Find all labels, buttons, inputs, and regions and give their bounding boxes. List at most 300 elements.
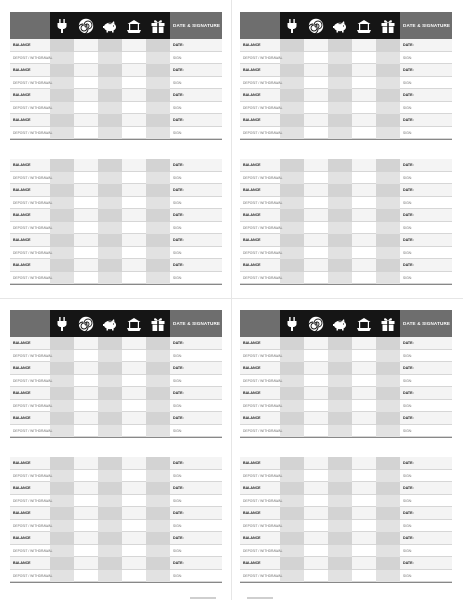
entry-cell[interactable]: [146, 234, 170, 247]
entry-cell[interactable]: [146, 362, 170, 375]
entry-cell[interactable]: [74, 89, 98, 102]
entry-cell[interactable]: [376, 545, 400, 558]
entry-cell[interactable]: [50, 387, 74, 400]
entry-cell[interactable]: [146, 159, 170, 172]
entry-cell[interactable]: [74, 247, 98, 260]
date-label[interactable]: DATE:: [403, 68, 414, 72]
sign-label[interactable]: SIGN:: [173, 130, 182, 135]
entry-cell[interactable]: [280, 557, 304, 570]
entry-cell[interactable]: [376, 412, 400, 425]
entry-cell[interactable]: [122, 247, 146, 260]
date-label[interactable]: DATE:: [173, 93, 184, 97]
entry-cell[interactable]: [50, 570, 74, 583]
date-label[interactable]: DATE:: [403, 486, 414, 490]
entry-cell[interactable]: [328, 520, 352, 533]
entry-cell[interactable]: [122, 532, 146, 545]
entry-cell[interactable]: [304, 272, 328, 285]
sign-label[interactable]: SIGN:: [403, 403, 412, 408]
date-label[interactable]: DATE:: [173, 163, 184, 167]
entry-cell[interactable]: [280, 89, 304, 102]
entry-cell[interactable]: [98, 77, 122, 90]
entry-cell[interactable]: [352, 387, 376, 400]
entry-cell[interactable]: [304, 507, 328, 520]
entry-cell[interactable]: [328, 557, 352, 570]
entry-cell[interactable]: [146, 457, 170, 470]
sign-label[interactable]: SIGN:: [173, 80, 182, 85]
entry-cell[interactable]: [146, 102, 170, 115]
date-label[interactable]: DATE:: [403, 163, 414, 167]
entry-cell[interactable]: [280, 52, 304, 65]
entry-cell[interactable]: [304, 425, 328, 438]
entry-cell[interactable]: [304, 39, 328, 52]
entry-cell[interactable]: [98, 184, 122, 197]
entry-cell[interactable]: [50, 247, 74, 260]
entry-cell[interactable]: [74, 64, 98, 77]
entry-cell[interactable]: [50, 495, 74, 508]
entry-cell[interactable]: [328, 272, 352, 285]
entry-cell[interactable]: [304, 387, 328, 400]
sign-label[interactable]: SIGN:: [173, 175, 182, 180]
entry-cell[interactable]: [146, 375, 170, 388]
entry-cell[interactable]: [376, 77, 400, 90]
entry-cell[interactable]: [146, 184, 170, 197]
entry-cell[interactable]: [376, 89, 400, 102]
entry-cell[interactable]: [376, 375, 400, 388]
date-label[interactable]: DATE:: [173, 536, 184, 540]
entry-cell[interactable]: [376, 102, 400, 115]
date-label[interactable]: DATE:: [173, 416, 184, 420]
entry-cell[interactable]: [122, 114, 146, 127]
entry-cell[interactable]: [328, 470, 352, 483]
entry-cell[interactable]: [376, 159, 400, 172]
entry-cell[interactable]: [352, 545, 376, 558]
sign-label[interactable]: SIGN:: [403, 548, 412, 553]
entry-cell[interactable]: [328, 495, 352, 508]
entry-cell[interactable]: [74, 350, 98, 363]
entry-cell[interactable]: [280, 400, 304, 413]
date-label[interactable]: DATE:: [403, 213, 414, 217]
entry-cell[interactable]: [328, 387, 352, 400]
entry-cell[interactable]: [376, 64, 400, 77]
entry-cell[interactable]: [122, 172, 146, 185]
entry-cell[interactable]: [280, 247, 304, 260]
entry-cell[interactable]: [352, 64, 376, 77]
date-label[interactable]: DATE:: [173, 511, 184, 515]
entry-cell[interactable]: [304, 127, 328, 140]
sign-label[interactable]: SIGN:: [403, 378, 412, 383]
entry-cell[interactable]: [304, 77, 328, 90]
entry-cell[interactable]: [352, 400, 376, 413]
date-label[interactable]: DATE:: [403, 188, 414, 192]
entry-cell[interactable]: [280, 362, 304, 375]
entry-cell[interactable]: [50, 184, 74, 197]
sign-label[interactable]: SIGN:: [173, 428, 182, 433]
entry-cell[interactable]: [328, 222, 352, 235]
sign-label[interactable]: SIGN:: [403, 523, 412, 528]
entry-cell[interactable]: [74, 532, 98, 545]
entry-cell[interactable]: [304, 159, 328, 172]
entry-cell[interactable]: [122, 545, 146, 558]
entry-cell[interactable]: [74, 570, 98, 583]
sign-label[interactable]: SIGN:: [173, 548, 182, 553]
entry-cell[interactable]: [280, 184, 304, 197]
entry-cell[interactable]: [98, 89, 122, 102]
entry-cell[interactable]: [304, 375, 328, 388]
sign-label[interactable]: SIGN:: [403, 130, 412, 135]
entry-cell[interactable]: [146, 412, 170, 425]
date-label[interactable]: DATE:: [173, 43, 184, 47]
entry-cell[interactable]: [74, 77, 98, 90]
sign-label[interactable]: SIGN:: [173, 225, 182, 230]
entry-cell[interactable]: [98, 557, 122, 570]
entry-cell[interactable]: [122, 362, 146, 375]
entry-cell[interactable]: [328, 362, 352, 375]
sign-label[interactable]: SIGN:: [173, 250, 182, 255]
entry-cell[interactable]: [280, 375, 304, 388]
entry-cell[interactable]: [376, 387, 400, 400]
entry-cell[interactable]: [280, 234, 304, 247]
entry-cell[interactable]: [280, 412, 304, 425]
entry-cell[interactable]: [98, 259, 122, 272]
entry-cell[interactable]: [50, 222, 74, 235]
entry-cell[interactable]: [50, 89, 74, 102]
entry-cell[interactable]: [98, 52, 122, 65]
entry-cell[interactable]: [352, 520, 376, 533]
date-label[interactable]: DATE:: [173, 68, 184, 72]
entry-cell[interactable]: [122, 482, 146, 495]
entry-cell[interactable]: [122, 77, 146, 90]
entry-cell[interactable]: [352, 375, 376, 388]
entry-cell[interactable]: [328, 457, 352, 470]
entry-cell[interactable]: [328, 89, 352, 102]
entry-cell[interactable]: [122, 272, 146, 285]
entry-cell[interactable]: [146, 259, 170, 272]
entry-cell[interactable]: [328, 532, 352, 545]
entry-cell[interactable]: [50, 337, 74, 350]
entry-cell[interactable]: [304, 495, 328, 508]
entry-cell[interactable]: [304, 52, 328, 65]
entry-cell[interactable]: [352, 337, 376, 350]
entry-cell[interactable]: [304, 545, 328, 558]
entry-cell[interactable]: [280, 114, 304, 127]
entry-cell[interactable]: [352, 89, 376, 102]
entry-cell[interactable]: [50, 209, 74, 222]
entry-cell[interactable]: [352, 172, 376, 185]
entry-cell[interactable]: [328, 412, 352, 425]
entry-cell[interactable]: [50, 557, 74, 570]
entry-cell[interactable]: [122, 425, 146, 438]
entry-cell[interactable]: [74, 545, 98, 558]
date-label[interactable]: DATE:: [403, 238, 414, 242]
entry-cell[interactable]: [98, 197, 122, 210]
entry-cell[interactable]: [146, 127, 170, 140]
entry-cell[interactable]: [304, 470, 328, 483]
date-label[interactable]: DATE:: [173, 391, 184, 395]
entry-cell[interactable]: [98, 362, 122, 375]
entry-cell[interactable]: [328, 184, 352, 197]
entry-cell[interactable]: [74, 222, 98, 235]
entry-cell[interactable]: [50, 259, 74, 272]
entry-cell[interactable]: [122, 337, 146, 350]
entry-cell[interactable]: [352, 77, 376, 90]
entry-cell[interactable]: [50, 272, 74, 285]
entry-cell[interactable]: [98, 272, 122, 285]
entry-cell[interactable]: [122, 127, 146, 140]
date-label[interactable]: DATE:: [173, 341, 184, 345]
entry-cell[interactable]: [376, 209, 400, 222]
entry-cell[interactable]: [50, 197, 74, 210]
entry-cell[interactable]: [74, 425, 98, 438]
entry-cell[interactable]: [98, 114, 122, 127]
entry-cell[interactable]: [352, 247, 376, 260]
entry-cell[interactable]: [304, 362, 328, 375]
sign-label[interactable]: SIGN:: [403, 250, 412, 255]
entry-cell[interactable]: [98, 102, 122, 115]
sign-label[interactable]: SIGN:: [403, 225, 412, 230]
entry-cell[interactable]: [146, 52, 170, 65]
date-label[interactable]: DATE:: [173, 561, 184, 565]
entry-cell[interactable]: [280, 350, 304, 363]
entry-cell[interactable]: [304, 89, 328, 102]
entry-cell[interactable]: [146, 39, 170, 52]
sign-label[interactable]: SIGN:: [173, 105, 182, 110]
entry-cell[interactable]: [304, 482, 328, 495]
entry-cell[interactable]: [304, 520, 328, 533]
entry-cell[interactable]: [50, 375, 74, 388]
entry-cell[interactable]: [304, 259, 328, 272]
sign-label[interactable]: SIGN:: [403, 428, 412, 433]
entry-cell[interactable]: [304, 197, 328, 210]
entry-cell[interactable]: [122, 557, 146, 570]
entry-cell[interactable]: [376, 222, 400, 235]
entry-cell[interactable]: [146, 570, 170, 583]
entry-cell[interactable]: [98, 172, 122, 185]
entry-cell[interactable]: [352, 159, 376, 172]
entry-cell[interactable]: [74, 159, 98, 172]
entry-cell[interactable]: [50, 507, 74, 520]
entry-cell[interactable]: [74, 337, 98, 350]
entry-cell[interactable]: [328, 102, 352, 115]
date-label[interactable]: DATE:: [173, 238, 184, 242]
entry-cell[interactable]: [98, 350, 122, 363]
entry-cell[interactable]: [376, 362, 400, 375]
entry-cell[interactable]: [376, 425, 400, 438]
entry-cell[interactable]: [98, 520, 122, 533]
entry-cell[interactable]: [280, 127, 304, 140]
entry-cell[interactable]: [376, 557, 400, 570]
entry-cell[interactable]: [304, 222, 328, 235]
entry-cell[interactable]: [280, 209, 304, 222]
entry-cell[interactable]: [50, 520, 74, 533]
entry-cell[interactable]: [280, 495, 304, 508]
entry-cell[interactable]: [280, 172, 304, 185]
entry-cell[interactable]: [122, 507, 146, 520]
entry-cell[interactable]: [304, 532, 328, 545]
entry-cell[interactable]: [98, 387, 122, 400]
entry-cell[interactable]: [304, 209, 328, 222]
entry-cell[interactable]: [146, 77, 170, 90]
entry-cell[interactable]: [304, 172, 328, 185]
entry-cell[interactable]: [50, 532, 74, 545]
entry-cell[interactable]: [74, 495, 98, 508]
entry-cell[interactable]: [146, 89, 170, 102]
entry-cell[interactable]: [122, 259, 146, 272]
entry-cell[interactable]: [280, 64, 304, 77]
entry-cell[interactable]: [328, 350, 352, 363]
date-label[interactable]: DATE:: [173, 188, 184, 192]
date-label[interactable]: DATE:: [403, 366, 414, 370]
entry-cell[interactable]: [352, 570, 376, 583]
sign-label[interactable]: SIGN:: [173, 523, 182, 528]
entry-cell[interactable]: [352, 412, 376, 425]
date-label[interactable]: DATE:: [173, 263, 184, 267]
entry-cell[interactable]: [50, 159, 74, 172]
sign-label[interactable]: SIGN:: [403, 80, 412, 85]
entry-cell[interactable]: [50, 545, 74, 558]
entry-cell[interactable]: [74, 375, 98, 388]
entry-cell[interactable]: [376, 172, 400, 185]
entry-cell[interactable]: [74, 400, 98, 413]
entry-cell[interactable]: [146, 197, 170, 210]
entry-cell[interactable]: [328, 172, 352, 185]
entry-cell[interactable]: [328, 570, 352, 583]
entry-cell[interactable]: [328, 375, 352, 388]
entry-cell[interactable]: [352, 482, 376, 495]
entry-cell[interactable]: [328, 127, 352, 140]
entry-cell[interactable]: [74, 39, 98, 52]
entry-cell[interactable]: [74, 234, 98, 247]
entry-cell[interactable]: [50, 172, 74, 185]
entry-cell[interactable]: [122, 470, 146, 483]
entry-cell[interactable]: [146, 337, 170, 350]
sign-label[interactable]: SIGN:: [403, 175, 412, 180]
entry-cell[interactable]: [74, 387, 98, 400]
sign-label[interactable]: SIGN:: [173, 498, 182, 503]
sign-label[interactable]: SIGN:: [173, 275, 182, 280]
entry-cell[interactable]: [304, 350, 328, 363]
entry-cell[interactable]: [352, 557, 376, 570]
sign-label[interactable]: SIGN:: [173, 55, 182, 60]
sign-label[interactable]: SIGN:: [403, 573, 412, 578]
entry-cell[interactable]: [74, 52, 98, 65]
entry-cell[interactable]: [122, 222, 146, 235]
entry-cell[interactable]: [122, 375, 146, 388]
entry-cell[interactable]: [376, 184, 400, 197]
entry-cell[interactable]: [146, 532, 170, 545]
entry-cell[interactable]: [280, 197, 304, 210]
entry-cell[interactable]: [74, 102, 98, 115]
entry-cell[interactable]: [280, 39, 304, 52]
sign-label[interactable]: SIGN:: [403, 275, 412, 280]
entry-cell[interactable]: [74, 457, 98, 470]
entry-cell[interactable]: [328, 247, 352, 260]
entry-cell[interactable]: [146, 495, 170, 508]
sign-label[interactable]: SIGN:: [403, 105, 412, 110]
entry-cell[interactable]: [98, 570, 122, 583]
entry-cell[interactable]: [50, 77, 74, 90]
date-label[interactable]: DATE:: [403, 43, 414, 47]
entry-cell[interactable]: [122, 457, 146, 470]
entry-cell[interactable]: [376, 127, 400, 140]
entry-cell[interactable]: [376, 234, 400, 247]
entry-cell[interactable]: [50, 127, 74, 140]
entry-cell[interactable]: [98, 159, 122, 172]
entry-cell[interactable]: [50, 64, 74, 77]
entry-cell[interactable]: [98, 532, 122, 545]
entry-cell[interactable]: [74, 520, 98, 533]
entry-cell[interactable]: [146, 114, 170, 127]
entry-cell[interactable]: [98, 127, 122, 140]
sign-label[interactable]: SIGN:: [173, 353, 182, 358]
entry-cell[interactable]: [280, 470, 304, 483]
entry-cell[interactable]: [376, 259, 400, 272]
entry-cell[interactable]: [376, 507, 400, 520]
entry-cell[interactable]: [74, 209, 98, 222]
entry-cell[interactable]: [376, 520, 400, 533]
entry-cell[interactable]: [50, 234, 74, 247]
entry-cell[interactable]: [352, 114, 376, 127]
sign-label[interactable]: SIGN:: [403, 55, 412, 60]
entry-cell[interactable]: [50, 39, 74, 52]
entry-cell[interactable]: [146, 172, 170, 185]
sign-label[interactable]: SIGN:: [403, 498, 412, 503]
entry-cell[interactable]: [98, 64, 122, 77]
entry-cell[interactable]: [50, 425, 74, 438]
entry-cell[interactable]: [376, 457, 400, 470]
entry-cell[interactable]: [280, 159, 304, 172]
entry-cell[interactable]: [304, 247, 328, 260]
entry-cell[interactable]: [352, 209, 376, 222]
entry-cell[interactable]: [122, 52, 146, 65]
entry-cell[interactable]: [352, 495, 376, 508]
entry-cell[interactable]: [74, 114, 98, 127]
entry-cell[interactable]: [352, 532, 376, 545]
date-label[interactable]: DATE:: [173, 461, 184, 465]
entry-cell[interactable]: [280, 507, 304, 520]
entry-cell[interactable]: [98, 375, 122, 388]
date-label[interactable]: DATE:: [173, 118, 184, 122]
entry-cell[interactable]: [146, 482, 170, 495]
entry-cell[interactable]: [376, 482, 400, 495]
entry-cell[interactable]: [74, 272, 98, 285]
entry-cell[interactable]: [304, 184, 328, 197]
entry-cell[interactable]: [98, 400, 122, 413]
entry-cell[interactable]: [50, 457, 74, 470]
entry-cell[interactable]: [304, 64, 328, 77]
entry-cell[interactable]: [50, 362, 74, 375]
entry-cell[interactable]: [328, 209, 352, 222]
entry-cell[interactable]: [146, 247, 170, 260]
entry-cell[interactable]: [98, 39, 122, 52]
entry-cell[interactable]: [146, 222, 170, 235]
entry-cell[interactable]: [146, 520, 170, 533]
entry-cell[interactable]: [74, 172, 98, 185]
sign-label[interactable]: SIGN:: [173, 403, 182, 408]
entry-cell[interactable]: [376, 197, 400, 210]
sign-label[interactable]: SIGN:: [173, 573, 182, 578]
entry-cell[interactable]: [376, 470, 400, 483]
entry-cell[interactable]: [122, 570, 146, 583]
entry-cell[interactable]: [328, 545, 352, 558]
entry-cell[interactable]: [352, 222, 376, 235]
entry-cell[interactable]: [352, 52, 376, 65]
entry-cell[interactable]: [98, 222, 122, 235]
entry-cell[interactable]: [352, 234, 376, 247]
entry-cell[interactable]: [328, 259, 352, 272]
sign-label[interactable]: SIGN:: [403, 200, 412, 205]
date-label[interactable]: DATE:: [173, 213, 184, 217]
entry-cell[interactable]: [50, 52, 74, 65]
